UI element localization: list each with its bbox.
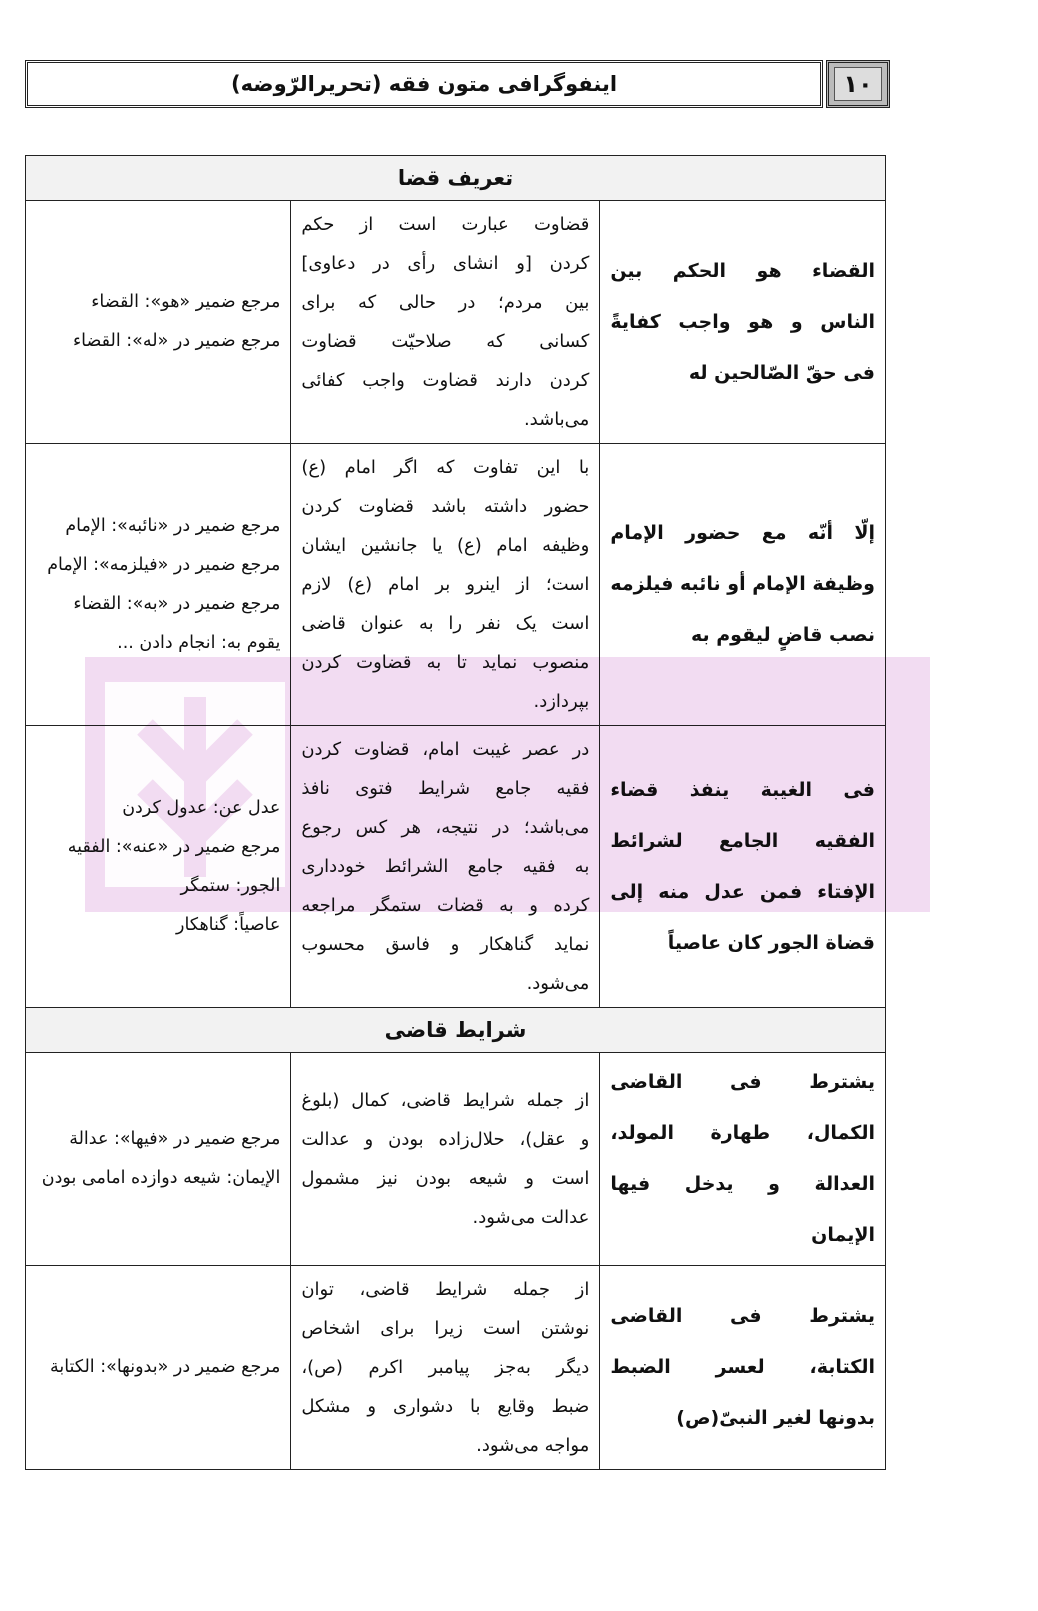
arabic-text-cell-line: القضاء هو الحكم بين [610, 259, 875, 282]
persian-translation-cell-line: می‌باشد. [523, 409, 590, 430]
persian-translation-cell-line: با این تفاوت که اگر امام (ع) [301, 457, 590, 478]
table-row [26, 1266, 886, 1470]
arabic-text-cell-line: فى حقّ الصّالحين له [688, 361, 875, 384]
persian-translation-cell-line: فقیه جامع شرایط فتوی نافذ [301, 778, 590, 799]
persian-translation-cell-line: کرده و به قضات ستمگر مراجعه [301, 895, 590, 916]
notes-cell-line: مرجع ضمیر در «فیلزمه»: الإمام [47, 554, 281, 575]
arabic-text-cell-line: إلّا أنّه مع حضور الإمام [610, 522, 875, 544]
persian-translation-cell-line: بپردازد. [533, 691, 590, 712]
arabic-text-cell-line: الناس و هو واجب كفايةً [610, 310, 875, 333]
notes-cell-line: عدل عن: عدول کردن [122, 797, 281, 818]
arabic-text-cell [600, 201, 886, 444]
persian-translation-cell-line: و عقل)، حلال‌زاده بودن و عدالت [301, 1129, 590, 1150]
arabic-text-cell-line: وظيفة الإمام أو نائبه فيلزمه [610, 573, 875, 595]
notes-cell [26, 444, 291, 726]
notes-cell-line: مرجع ضمیر در «له»: القضاء [72, 331, 281, 351]
notes-cell-line: یقوم به: انجام دادن ... [117, 632, 281, 653]
persian-translation-cell [291, 201, 600, 444]
persian-translation-cell-line: بین مردم؛ در حالی که برای [301, 292, 590, 313]
persian-translation-cell-line: از جمله شرایط قاضی، کمال (بلوغ [301, 1090, 590, 1111]
content-table [25, 155, 886, 1470]
persian-translation-cell-line: قضاوت عبارت است از حکم [301, 214, 590, 235]
arabic-text-cell-line: الإفتاء فمن عدل منه إلى [610, 880, 875, 903]
persian-translation-cell-line: از جمله شرایط قاضی، توان [301, 1279, 590, 1300]
persian-translation-cell-line: ضبط وقایع با دشواری و مشکل [301, 1396, 590, 1417]
arabic-text-cell-line: بدونها لغير النبىّ(ص) [676, 1407, 875, 1429]
notes-cell-line: مرجع ضمیر در «نائبه»: الإمام [65, 515, 281, 536]
arabic-text-cell-line: الكمال، طهارة المولد، [610, 1122, 875, 1144]
persian-translation-cell [291, 1266, 600, 1470]
notes-cell [26, 1266, 291, 1470]
table-row [26, 726, 886, 1008]
persian-translation-cell-line: منصوب نماید تا به قضاوت کردن [301, 652, 590, 673]
section-title: شرایط قاضی [26, 1008, 886, 1053]
table-row [26, 444, 886, 726]
notes-cell-line: مرجع ضمیر در «فیها»: عدالة [69, 1129, 281, 1149]
arabic-text-cell-line: العدالة و يدخل فيها [610, 1173, 875, 1195]
notes-cell-line: مرجع ضمیر «هو»: القضاء [91, 292, 281, 312]
arabic-text-cell-line: قضاة الجور كان عاصياً [667, 931, 875, 954]
arabic-text-cell [600, 1053, 886, 1266]
persian-translation-cell-line: کردن دارند قضاوت واجب کفائی [301, 370, 590, 391]
notes-cell [26, 201, 291, 444]
notes-cell-line: الإیمان: شیعه دوازده امامی بودن [41, 1168, 281, 1188]
persian-translation-cell-line: وظیفه امام (ع) یا جانشین ایشان [301, 535, 590, 556]
arabic-text-cell-line: الإيمان [811, 1224, 875, 1246]
page-header-title: اینفوگرافی متون فقه (تحریرالرّوضه) [25, 60, 823, 108]
arabic-text-cell-line: يشترط فى القاضى [610, 1071, 875, 1093]
page-number-box [826, 60, 890, 108]
persian-translation-cell-line: است یک نفر را به عنوان قاضی [301, 613, 590, 634]
arabic-text-cell [600, 444, 886, 726]
arabic-text-cell-line: نصب قاضٍ ليقوم به [690, 624, 875, 646]
persian-translation-cell-line: به فقیه جامع الشرائط خودداری [301, 856, 590, 877]
arabic-text-cell [600, 1266, 886, 1470]
persian-translation-cell-line: کسانی که صلاحیّت قضاوت [301, 331, 590, 352]
table-row [26, 1053, 886, 1266]
notes-cell-line: مرجع ضمیر در «بدونها»: الکتابة [49, 1357, 281, 1377]
persian-translation-cell-line: دیگر به‌جز پیامبر اکرم (ص)، [301, 1357, 590, 1378]
arabic-text-cell-line: فى الغيبة ينفذ قضاء [610, 778, 875, 801]
section-header-row [26, 156, 886, 201]
section-header-row [26, 1008, 886, 1053]
persian-translation-cell-line: است؛ از اینرو بر امام (ع) لازم [301, 574, 590, 595]
persian-translation-cell-line: می‌باشد؛ در نتیجه، هر کس رجوع [301, 817, 590, 838]
arabic-text-cell-line: يشترط فى القاضى [610, 1305, 875, 1327]
persian-translation-cell-line: می‌شود. [526, 973, 590, 994]
notes-cell-line: عاصیاً: گناهکار [176, 914, 281, 935]
notes-cell [26, 726, 291, 1008]
persian-translation-cell-line: حضور داشته باشد قضاوت کردن [301, 496, 590, 517]
notes-cell-line: مرجع ضمیر در «به»: القضاء [73, 593, 281, 614]
persian-translation-cell-line: عدالت می‌شود. [472, 1207, 590, 1228]
persian-translation-cell-line: نماید گناهکار و فاسق محسوب [301, 934, 590, 955]
persian-translation-cell-line: نوشتن است زیرا برای اشخاص [301, 1318, 590, 1339]
persian-translation-cell-line: کردن [و انشای رأی در دعاوی] [301, 253, 590, 274]
notes-cell-line: الجور: ستمگر [180, 875, 281, 896]
page-number: ١٠ [834, 67, 881, 101]
section-title: تعریف قضا [26, 156, 886, 201]
arabic-text-cell-line: الفقيه الجامع لشرائط [610, 829, 875, 852]
persian-translation-cell [291, 726, 600, 1008]
persian-translation-cell [291, 1053, 600, 1266]
persian-translation-cell-line: است و شیعه بودن نیز مشمول [301, 1168, 590, 1189]
arabic-text-cell-line: الكتابة، لعسر الضبط [610, 1356, 875, 1378]
persian-translation-cell-line: در عصر غیبت امام، قضاوت کردن [301, 739, 590, 760]
table-row [26, 201, 886, 444]
notes-cell [26, 1053, 291, 1266]
persian-translation-cell-line: مواجه می‌شود. [476, 1435, 590, 1456]
notes-cell-line: مرجع ضمیر در «عنه»: الفقیه [67, 836, 281, 857]
arabic-text-cell [600, 726, 886, 1008]
persian-translation-cell [291, 444, 600, 726]
